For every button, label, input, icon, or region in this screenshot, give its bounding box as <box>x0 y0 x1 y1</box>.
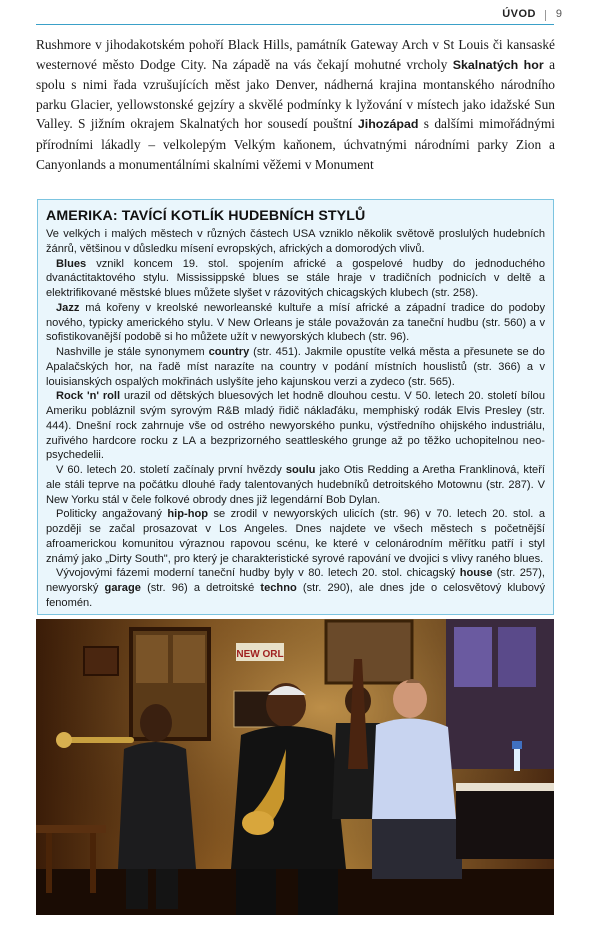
box-para-rock <box>46 389 545 463</box>
intro-text-2: a spolu s nimi řada vzrušujících měst jako Denver, nádherná krajina montanského národního parku Glacier, yellowstonské gejzíry a skvělé podmínky k lyžování v místech jako idažské Sun Valley. S jižním okrajem Skalnatých hor sousedí pouštní <box>36 56 556 132</box>
intro-bold-southwest: Jihozápad <box>357 117 419 132</box>
term-house: house <box>459 567 493 580</box>
photo-sign: NEW ORL <box>236 649 284 660</box>
term-garage: garage <box>104 582 141 594</box>
box-para-hiphop <box>46 507 545 566</box>
page-number: 9 <box>555 8 562 20</box>
dance-text-c: (str. 96) a detroitské <box>140 582 261 594</box>
box-para-dance <box>46 566 545 610</box>
intro-text-1: Rushmore v jihodakotském pohoří Black Hills, památník Gateway Arch v St Louis či kansaské westernové město Dodge City. Na západě na vás čekají mohutné vrcholy <box>36 37 555 72</box>
dance-text-b: (str. 257), newyorský <box>46 567 545 594</box>
box-para-country <box>46 345 545 389</box>
box-para-intro: Ve velkých i malých městech v různých částech USA vzniklo několik světově proslulých hudebních žánrů, většinou v důsledku mísení evropských, afrických a domorodých vlivů. <box>46 228 545 255</box>
soul-text-a: V 60. letech 20. století začínaly první hvězdy <box>56 464 286 476</box>
term-country: country <box>208 346 250 358</box>
header-rule <box>36 24 554 25</box>
box-para-blues <box>46 257 545 301</box>
dance-text-a: Vývojovými fázemi moderní taneční hudby byly v 80. letech 20. stol. chicagský <box>56 567 460 580</box>
term-soul: soulu <box>285 464 316 476</box>
blues-text: vznikl koncem 19. stol. spojením africké a gospelové hudby do jednoduchého dvanáctitaktového stylu. Mississippské blues se stále hraje v tradičních podnicích v deltě a elektrifikované městské blues můžete slyšet v rázovitých chicagských klubech (str. 258). <box>46 257 545 299</box>
hiphop-text: se zrodil v newyorských ulicích (str. 96) v 70. letech 20. stol. a později se začal prosazovat v Los Angeles. Dnes najdete ve všech městech s početnější afroamerickou komunitou výraznou rapovou scénu, ke které v celonárodním měřítku patří i styl známý jako „Dirty South", pro který je charakteristické syrové rapování ve dvojici s vlivy raného blues. <box>46 508 545 565</box>
photo-illustration <box>36 619 554 915</box>
country-text: (str. 451). Jakmile opustíte velká města a přesunete se do Apalačských hor, na řadě míst narazíte na country v podání místních houslistů (str. 366) a v louisianských ospalých mokřinách uslyšíte jeho kajunskou verzi a zydeco (str. 565). <box>46 346 545 388</box>
hiphop-text-a: Politicky angažovaný <box>56 508 168 521</box>
jazz-text: má kořeny v kreolské neworleanské kultuře a mísí africké a západní tradice do podoby nového, typicky amerického stylu. V New Orleans je stále považován za taneční hudbu (str. 560) a v sofistikovanější podobě si ho můžete užít v newyorských klubech (str. 96). <box>46 301 545 344</box>
intro-paragraph <box>36 35 555 174</box>
soul-text: jako Otis Redding a Aretha Franklinová, kteří ale stáli teprve na počátku dlouhé řady talentovaných hudebníků detroitského Motownu (str. 287). V New Yorku stál v čele folkové obrody dnes již legendární Bob Dylan. <box>46 464 546 506</box>
box-para-jazz <box>46 301 545 345</box>
header-separator <box>545 10 546 21</box>
term-blues: Blues <box>56 257 87 270</box>
rock-text: urazil od dětských bluesových let hodně dlouhou cestu. V 50. letech 20. století bílou Ameriku pobláznil svým syrovým R&B mladý řidič náklaďáku, memphiský rodák Elvis Presley (str. 444). Dnešní rock zahrnuje vše od ostrého newyorského punku, výstředního ohijského industriálu, zuřivého hardcore rocku z LA a bezprizorného seattleského grunge až po těžko uchopitelnou neo-psychedelii. <box>46 390 545 462</box>
dance-text-d: (str. 290), ale dnes jde o celosvětový klubový fenomén. <box>46 582 545 609</box>
term-jazz: Jazz <box>56 301 80 314</box>
term-rock: Rock 'n' roll <box>56 390 121 403</box>
jazz-band-photo <box>36 619 554 915</box>
country-text-a: Nashville je stále synonymem <box>56 346 209 358</box>
box-para-soul <box>46 463 545 507</box>
section-label: ÚVOD <box>502 8 536 20</box>
box-body <box>46 227 545 611</box>
intro-bold-rockies: Skalnatých hor <box>452 57 544 72</box>
term-techno: techno <box>260 582 297 594</box>
box-title: AMERIKA: TAVÍCÍ KOTLÍK HUDEBNÍCH STYLŮ <box>46 208 366 224</box>
intro-text-3: s dalšími mimořádnými přírodními lákadly – velkolepým Velkým kaňonem, úchvatnými národními parky Zion a Canyonlands a monumentálními skalními věžemi v Monument <box>36 116 555 172</box>
term-hiphop: hip-hop <box>167 508 209 521</box>
